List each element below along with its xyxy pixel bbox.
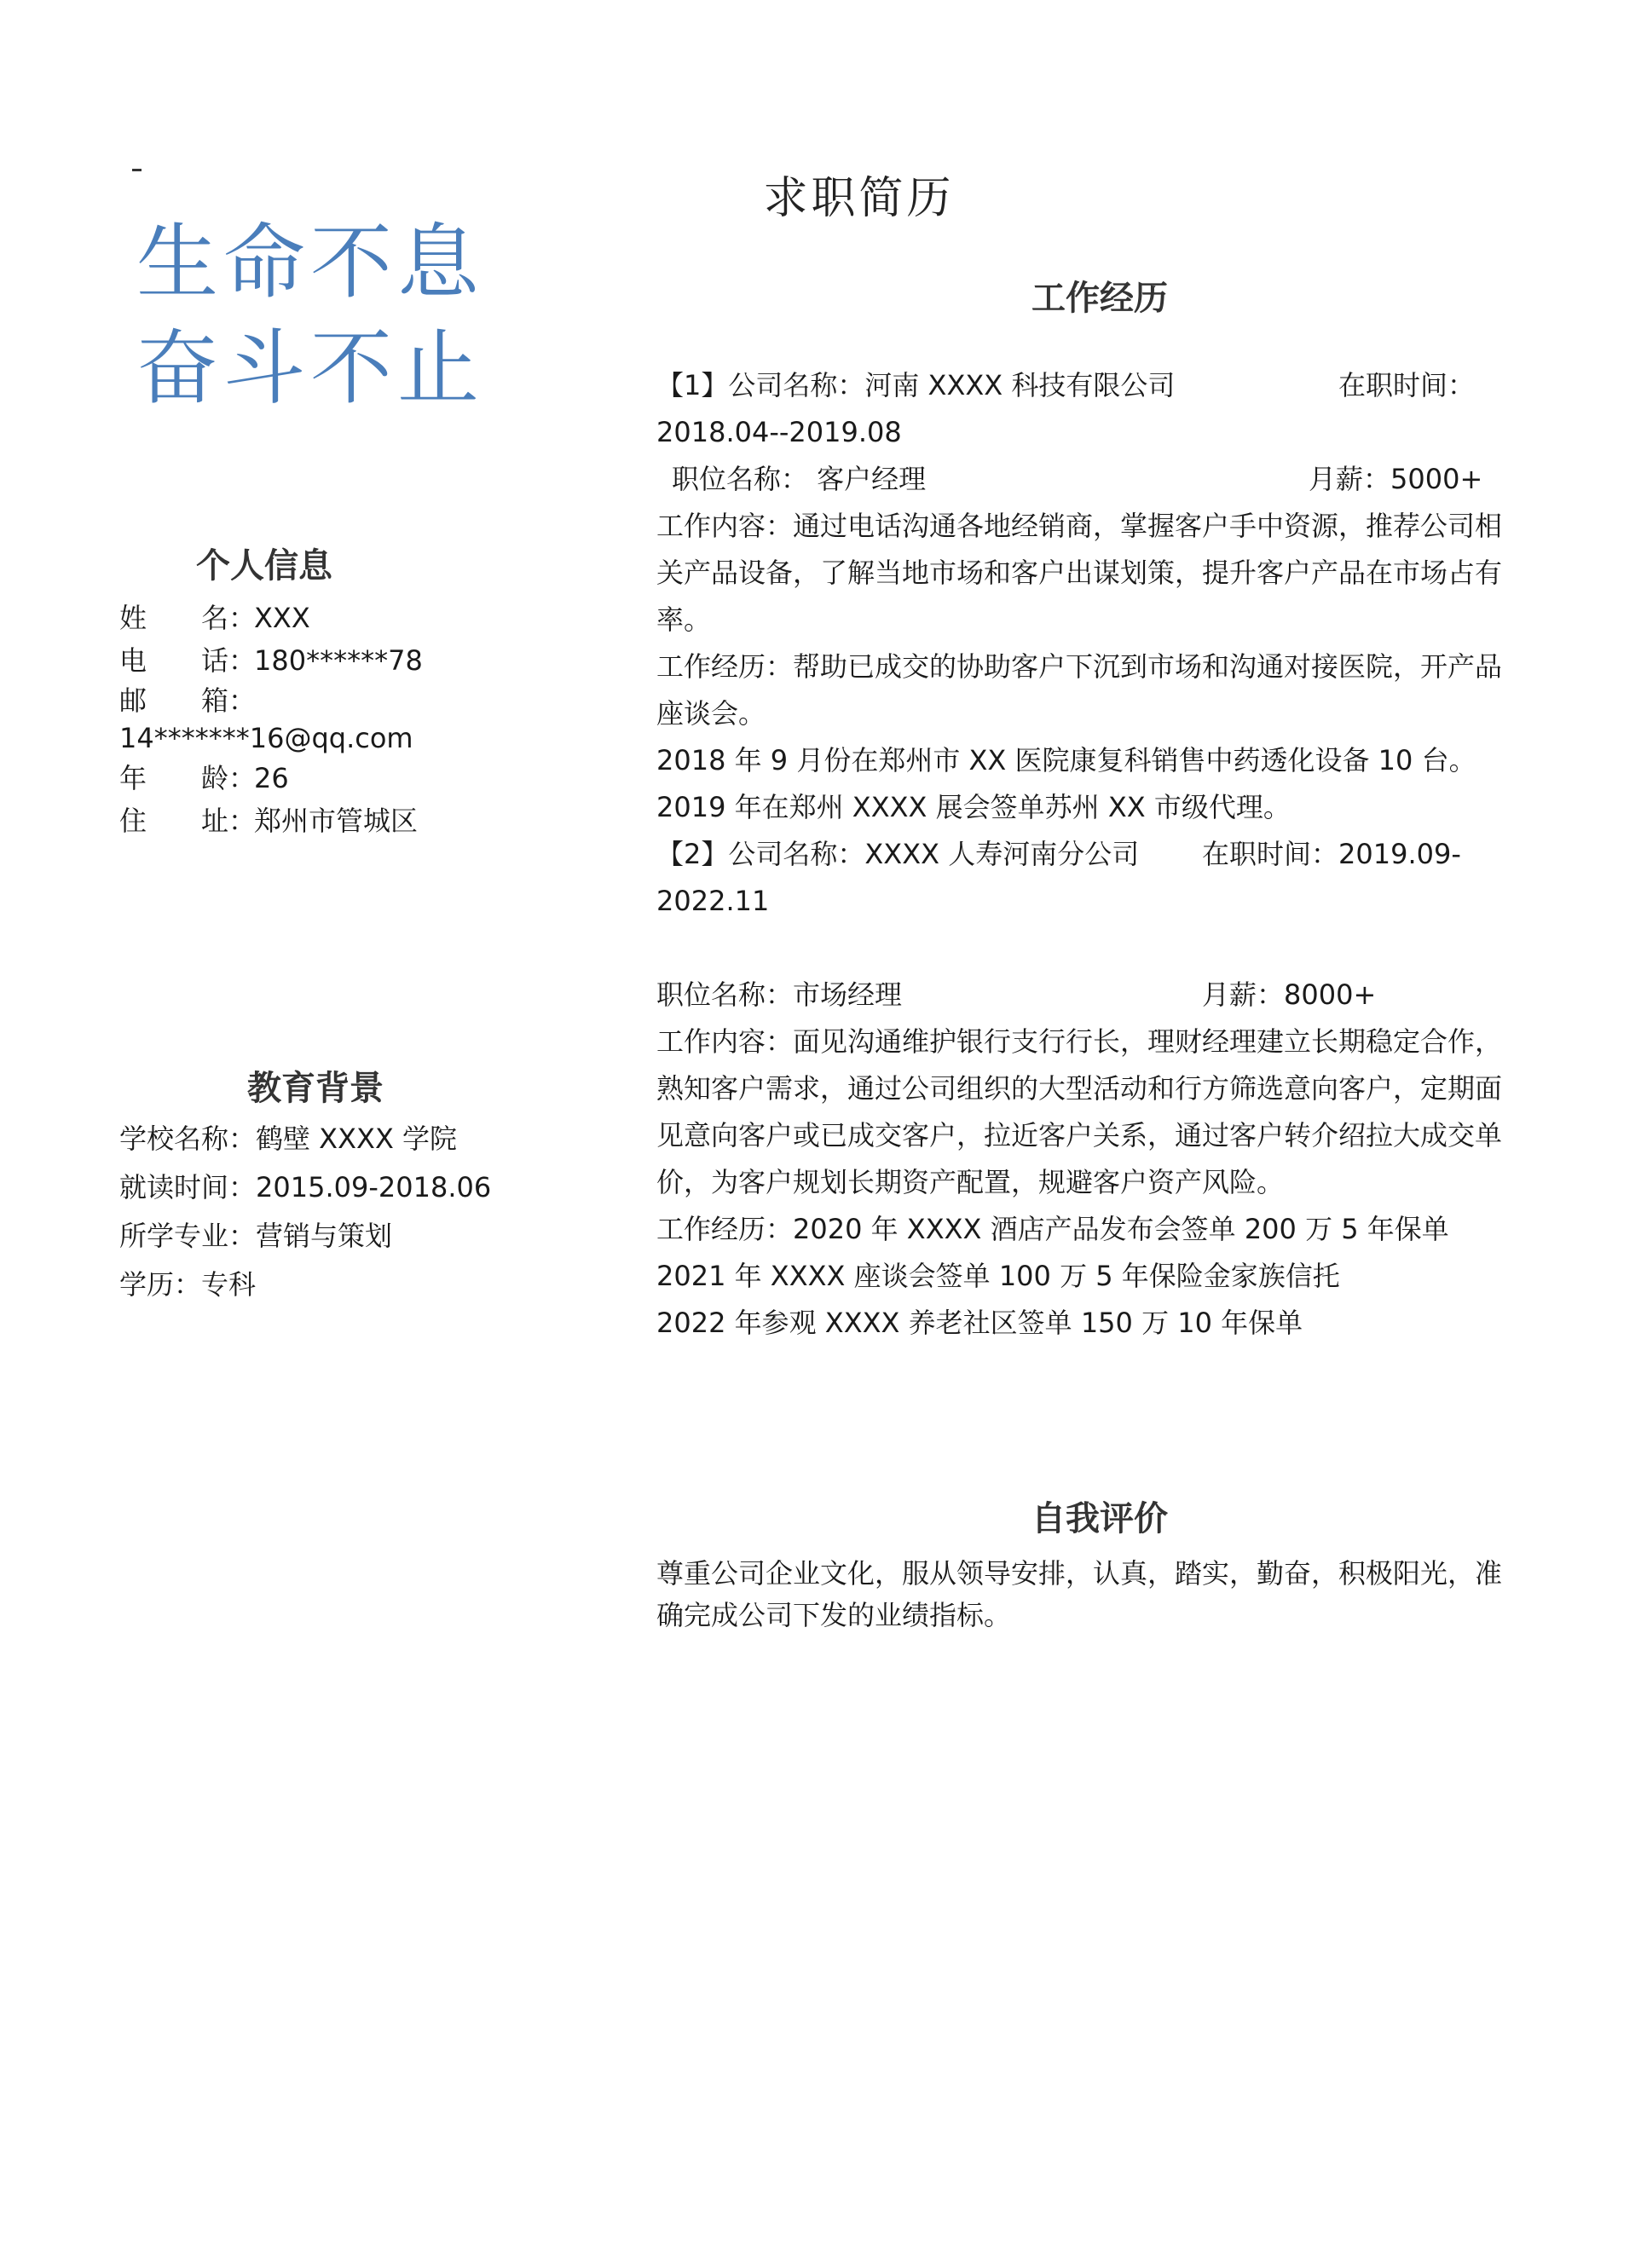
email-value-row xyxy=(119,719,631,757)
job2-position-line xyxy=(656,972,1543,1019)
spacer xyxy=(656,925,1543,972)
work-experience xyxy=(656,362,1543,1347)
personal-info xyxy=(119,597,631,842)
job1-tenure-value: 2018.04--2019.08 xyxy=(656,416,902,448)
job2-content-2: 熟知客户需求，通过公司组织的大型活动和行方筛选意向客户，定期面 xyxy=(656,1072,1503,1105)
phone-label: 电 话： xyxy=(119,644,257,677)
job2-content-1: 工作内容：面见沟通维护银行支行行长，理财经理建立长期稳定合作， xyxy=(656,1025,1503,1058)
major: 所学专业：营销与策划 xyxy=(119,1220,393,1252)
address-row xyxy=(119,799,631,842)
job1-position-line xyxy=(656,456,1543,503)
job1-exp-3: 2018 年 9 月份在郑州市 XX 医院康复科销售中药透化设备 10 台。 xyxy=(656,744,1476,776)
phone-value: 180******78 xyxy=(254,644,423,677)
job1-exp-2: 座谈会。 xyxy=(656,697,766,730)
degree: 学历：专科 xyxy=(119,1268,257,1301)
study-period: 就读时间：2015.09-2018.06 xyxy=(119,1171,492,1203)
name-value: XXX xyxy=(254,602,310,634)
job1-tenure-label: 在职时间： xyxy=(1338,369,1476,401)
job2-tenure: 在职时间：2019.09- xyxy=(1202,838,1461,870)
education-heading: 教育背景 xyxy=(247,1069,384,1108)
slogan xyxy=(136,210,484,421)
education-info xyxy=(119,1115,631,1309)
job2-content-4: 价，为客户规划长期资产配置，规避客户资产风险。 xyxy=(656,1166,1285,1198)
self-evaluation xyxy=(656,1553,1543,1636)
email-label: 邮 箱： xyxy=(119,684,257,717)
name-label: 姓 名： xyxy=(119,602,257,634)
age-value: 26 xyxy=(254,762,289,794)
self-heading: 自我评价 xyxy=(1031,1499,1168,1538)
job1-salary: 月薪：5000+ xyxy=(1309,463,1483,495)
job1-content-1: 工作内容：通过电话沟通各地经销商，掌握客户手中资源，推荐公司相 xyxy=(656,510,1503,542)
school: 学校名称：鹤壁 XXXX 学院 xyxy=(119,1122,458,1155)
job2-tenure-end: 2022.11 xyxy=(656,885,770,917)
job2-position: 职位名称：市场经理 xyxy=(656,978,903,1011)
job2-company: 【2】公司名称：XXXX 人寿河南分公司 xyxy=(656,838,1140,870)
job2-content-3: 见意向客户或已成交客户，拉近客户关系，通过客户转介绍拉大成交单 xyxy=(656,1119,1503,1151)
address-label: 住 址： xyxy=(119,805,257,837)
job2-exp-1: 工作经历：2020 年 XXXX 酒店产品发布会签单 200 万 5 年保单 xyxy=(656,1213,1449,1245)
job2-salary: 月薪：8000+ xyxy=(1202,978,1377,1011)
email-row xyxy=(119,682,631,719)
job1-content-3: 率。 xyxy=(656,603,712,636)
age-row xyxy=(119,757,631,799)
job1-exp-4: 2019 年在郑州 XXXX 展会签单苏州 XX 市级代理。 xyxy=(656,791,1291,823)
email-value: 14*******16@qq.com xyxy=(119,722,413,754)
slogan-line-1: 生命不息 xyxy=(136,215,484,310)
job1-position: 职位名称： 客户经理 xyxy=(672,463,927,495)
age-label: 年 龄： xyxy=(119,762,257,794)
personal-heading: 个人信息 xyxy=(196,546,332,586)
job2-company-line xyxy=(656,831,1543,878)
phone-row xyxy=(119,639,631,682)
job1-content-2: 关产品设备，了解当地市场和客户出谋划策，提升客户产品在市场占有 xyxy=(656,557,1503,589)
page-title: 求职简历 xyxy=(763,173,955,224)
address-value: 郑州市管城区 xyxy=(254,805,419,837)
self-line-2: 确完成公司下发的业绩指标。 xyxy=(656,1599,1012,1631)
self-line-1: 尊重公司企业文化，服从领导安排，认真，踏实，勤奋，积极阳光，准 xyxy=(656,1557,1503,1590)
name-row xyxy=(119,597,631,639)
job1-exp-1: 工作经历：帮助已成交的协助客户下沉到市场和沟通对接医院，开产品 xyxy=(656,650,1503,683)
slogan-line-2: 奋斗不止 xyxy=(136,320,484,416)
work-heading: 工作经历 xyxy=(1031,279,1168,318)
job1-company-line xyxy=(656,362,1543,409)
job2-exp-2: 2021 年 XXXX 座谈会签单 100 万 5 年保险金家族信托 xyxy=(656,1260,1340,1292)
job2-exp-3: 2022 年参观 XXXX 养老社区签单 150 万 10 年保单 xyxy=(656,1307,1303,1339)
job1-company: 【1】公司名称：河南 XXXX 科技有限公司 xyxy=(656,369,1176,401)
